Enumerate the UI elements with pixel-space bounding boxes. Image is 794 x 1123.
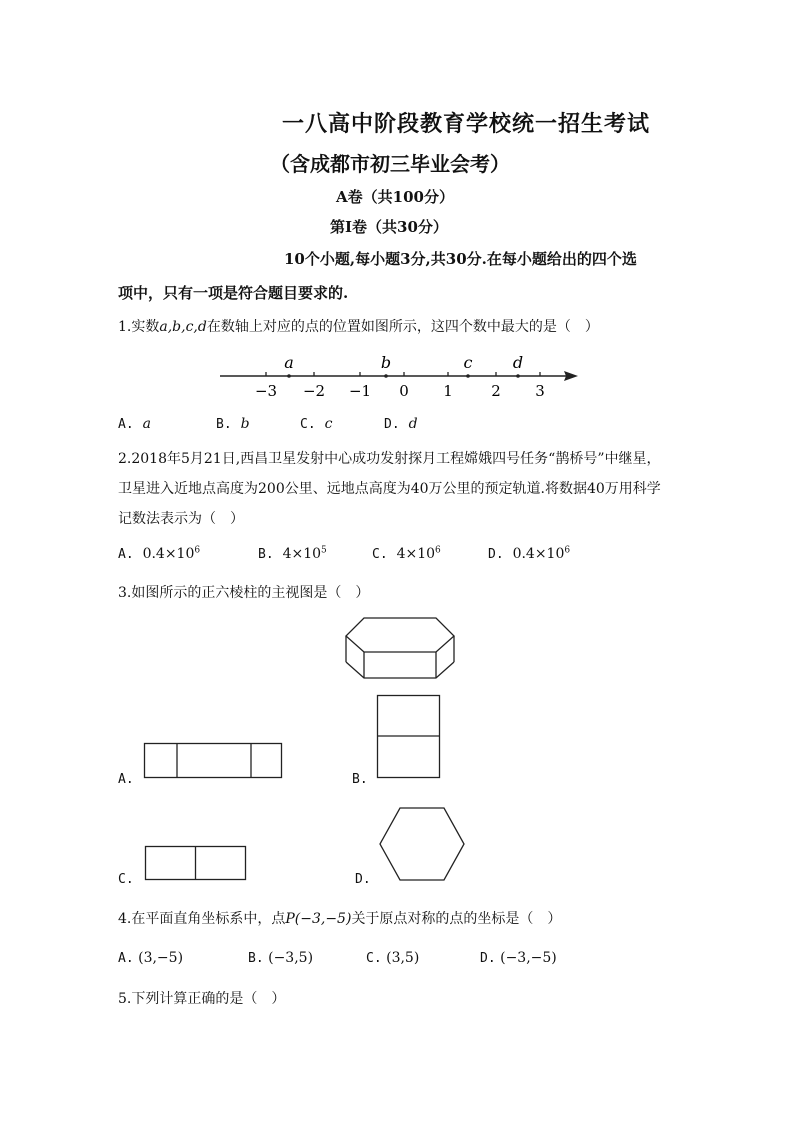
number-line-tick-label: 0 — [399, 382, 409, 400]
q1-option-d[interactable]: D. d — [384, 416, 418, 432]
part-one-heading: 第Ⅰ卷（共30分） — [330, 218, 448, 236]
number-line-tick-label: 1 — [443, 382, 453, 400]
number-line-tick-label: −1 — [348, 382, 372, 400]
q1-stem-pre: 1.实数 — [118, 319, 160, 335]
instruction-line-2: 项中，只有一项是符合题目要求的. — [118, 284, 349, 302]
number-line-tick-label: −2 — [302, 382, 326, 400]
q1-option-b[interactable]: B. b — [216, 416, 250, 432]
number-line-point-label: a — [284, 353, 294, 372]
number-line-arrow — [564, 371, 578, 381]
q4-option-c[interactable]: C. (3,5) — [366, 950, 420, 966]
q4-point: P(−3,−5) — [285, 911, 352, 927]
q4-stem-pre: 4.在平面直角坐标系中，点 — [118, 911, 286, 927]
number-line-tick-label: −3 — [254, 382, 278, 400]
number-line-tick-label: 2 — [491, 382, 501, 400]
q3-option-d-label[interactable]: D. — [355, 872, 371, 887]
q2-option-c[interactable]: C. $4\times 10^6$ — [372, 545, 441, 562]
q3-stem: 3.如图所示的正六棱柱的主视图是（ ） — [118, 585, 370, 601]
q2-option-b[interactable]: B. $4\times 10^5$ — [258, 545, 327, 562]
hexagonal-prism-figure — [340, 612, 460, 684]
q3-option-a-label[interactable]: A. — [118, 772, 134, 787]
q3-option-c-label[interactable]: C. — [118, 872, 134, 887]
q1-stem — [118, 316, 599, 336]
number-line-point — [516, 374, 520, 378]
paper-a-heading: A卷（共100分） — [336, 188, 454, 206]
number-line-point — [287, 374, 291, 378]
q1-option-c[interactable]: C. c — [300, 416, 333, 432]
q2-line-2: 卫星进入近地点高度为200公里、远地点高度为40万公里的预定轨道.将数据40万用科学 — [118, 481, 661, 497]
instruction-line-1: 10个小题,每小题3分,共30分.在每小题给出的四个选 — [284, 250, 637, 268]
q4-option-a[interactable]: A. (3,−5) — [118, 950, 184, 966]
number-line-point-label: d — [512, 353, 524, 372]
q1-option-a[interactable]: A. a — [118, 416, 151, 432]
number-line-point — [466, 374, 470, 378]
exam-subtitle: （含成都市初三毕业会考） — [270, 152, 510, 176]
number-line-point-label: c — [463, 353, 473, 372]
number-line-point-label: b — [380, 353, 392, 372]
q3-option-b-label[interactable]: B. — [352, 772, 368, 787]
exam-title: 一八高中阶段教育学校统一招生考试 — [282, 111, 651, 137]
q3-option-b-figure[interactable] — [376, 694, 442, 780]
number-line-figure — [210, 350, 590, 406]
number-line-tick-label: 3 — [535, 382, 545, 400]
q3-option-c-figure[interactable] — [144, 845, 248, 881]
number-line-point — [384, 374, 388, 378]
q1-stem-post: 在数轴上对应的点的位置如图所示，这四个数中最大的是（ ） — [206, 319, 599, 335]
q2-line-1: 2.2018年5月21日,西昌卫星发射中心成功发射探月工程嫦娥四号任务“鹊桥号”中继星， — [118, 451, 661, 467]
q3-option-d-figure[interactable] — [378, 806, 468, 882]
q3-option-a-figure[interactable] — [143, 742, 285, 780]
q1-stem-vars: a,b,c,d — [159, 319, 207, 335]
q4-stem — [118, 908, 561, 928]
q2-line-3: 记数法表示为（ ） — [118, 511, 244, 527]
q4-stem-post: 关于原点对称的点的坐标是（ ） — [351, 911, 562, 927]
q4-option-d[interactable]: D. (−3,−5) — [480, 950, 557, 966]
q5-stem: 5.下列计算正确的是（ ） — [118, 991, 286, 1007]
q2-option-a[interactable]: A. $0.4\times 10^6$ — [118, 545, 201, 562]
q4-option-b[interactable]: B. (−3,5) — [248, 950, 314, 966]
q2-option-d[interactable]: D. $0.4\times 10^6$ — [488, 545, 571, 562]
